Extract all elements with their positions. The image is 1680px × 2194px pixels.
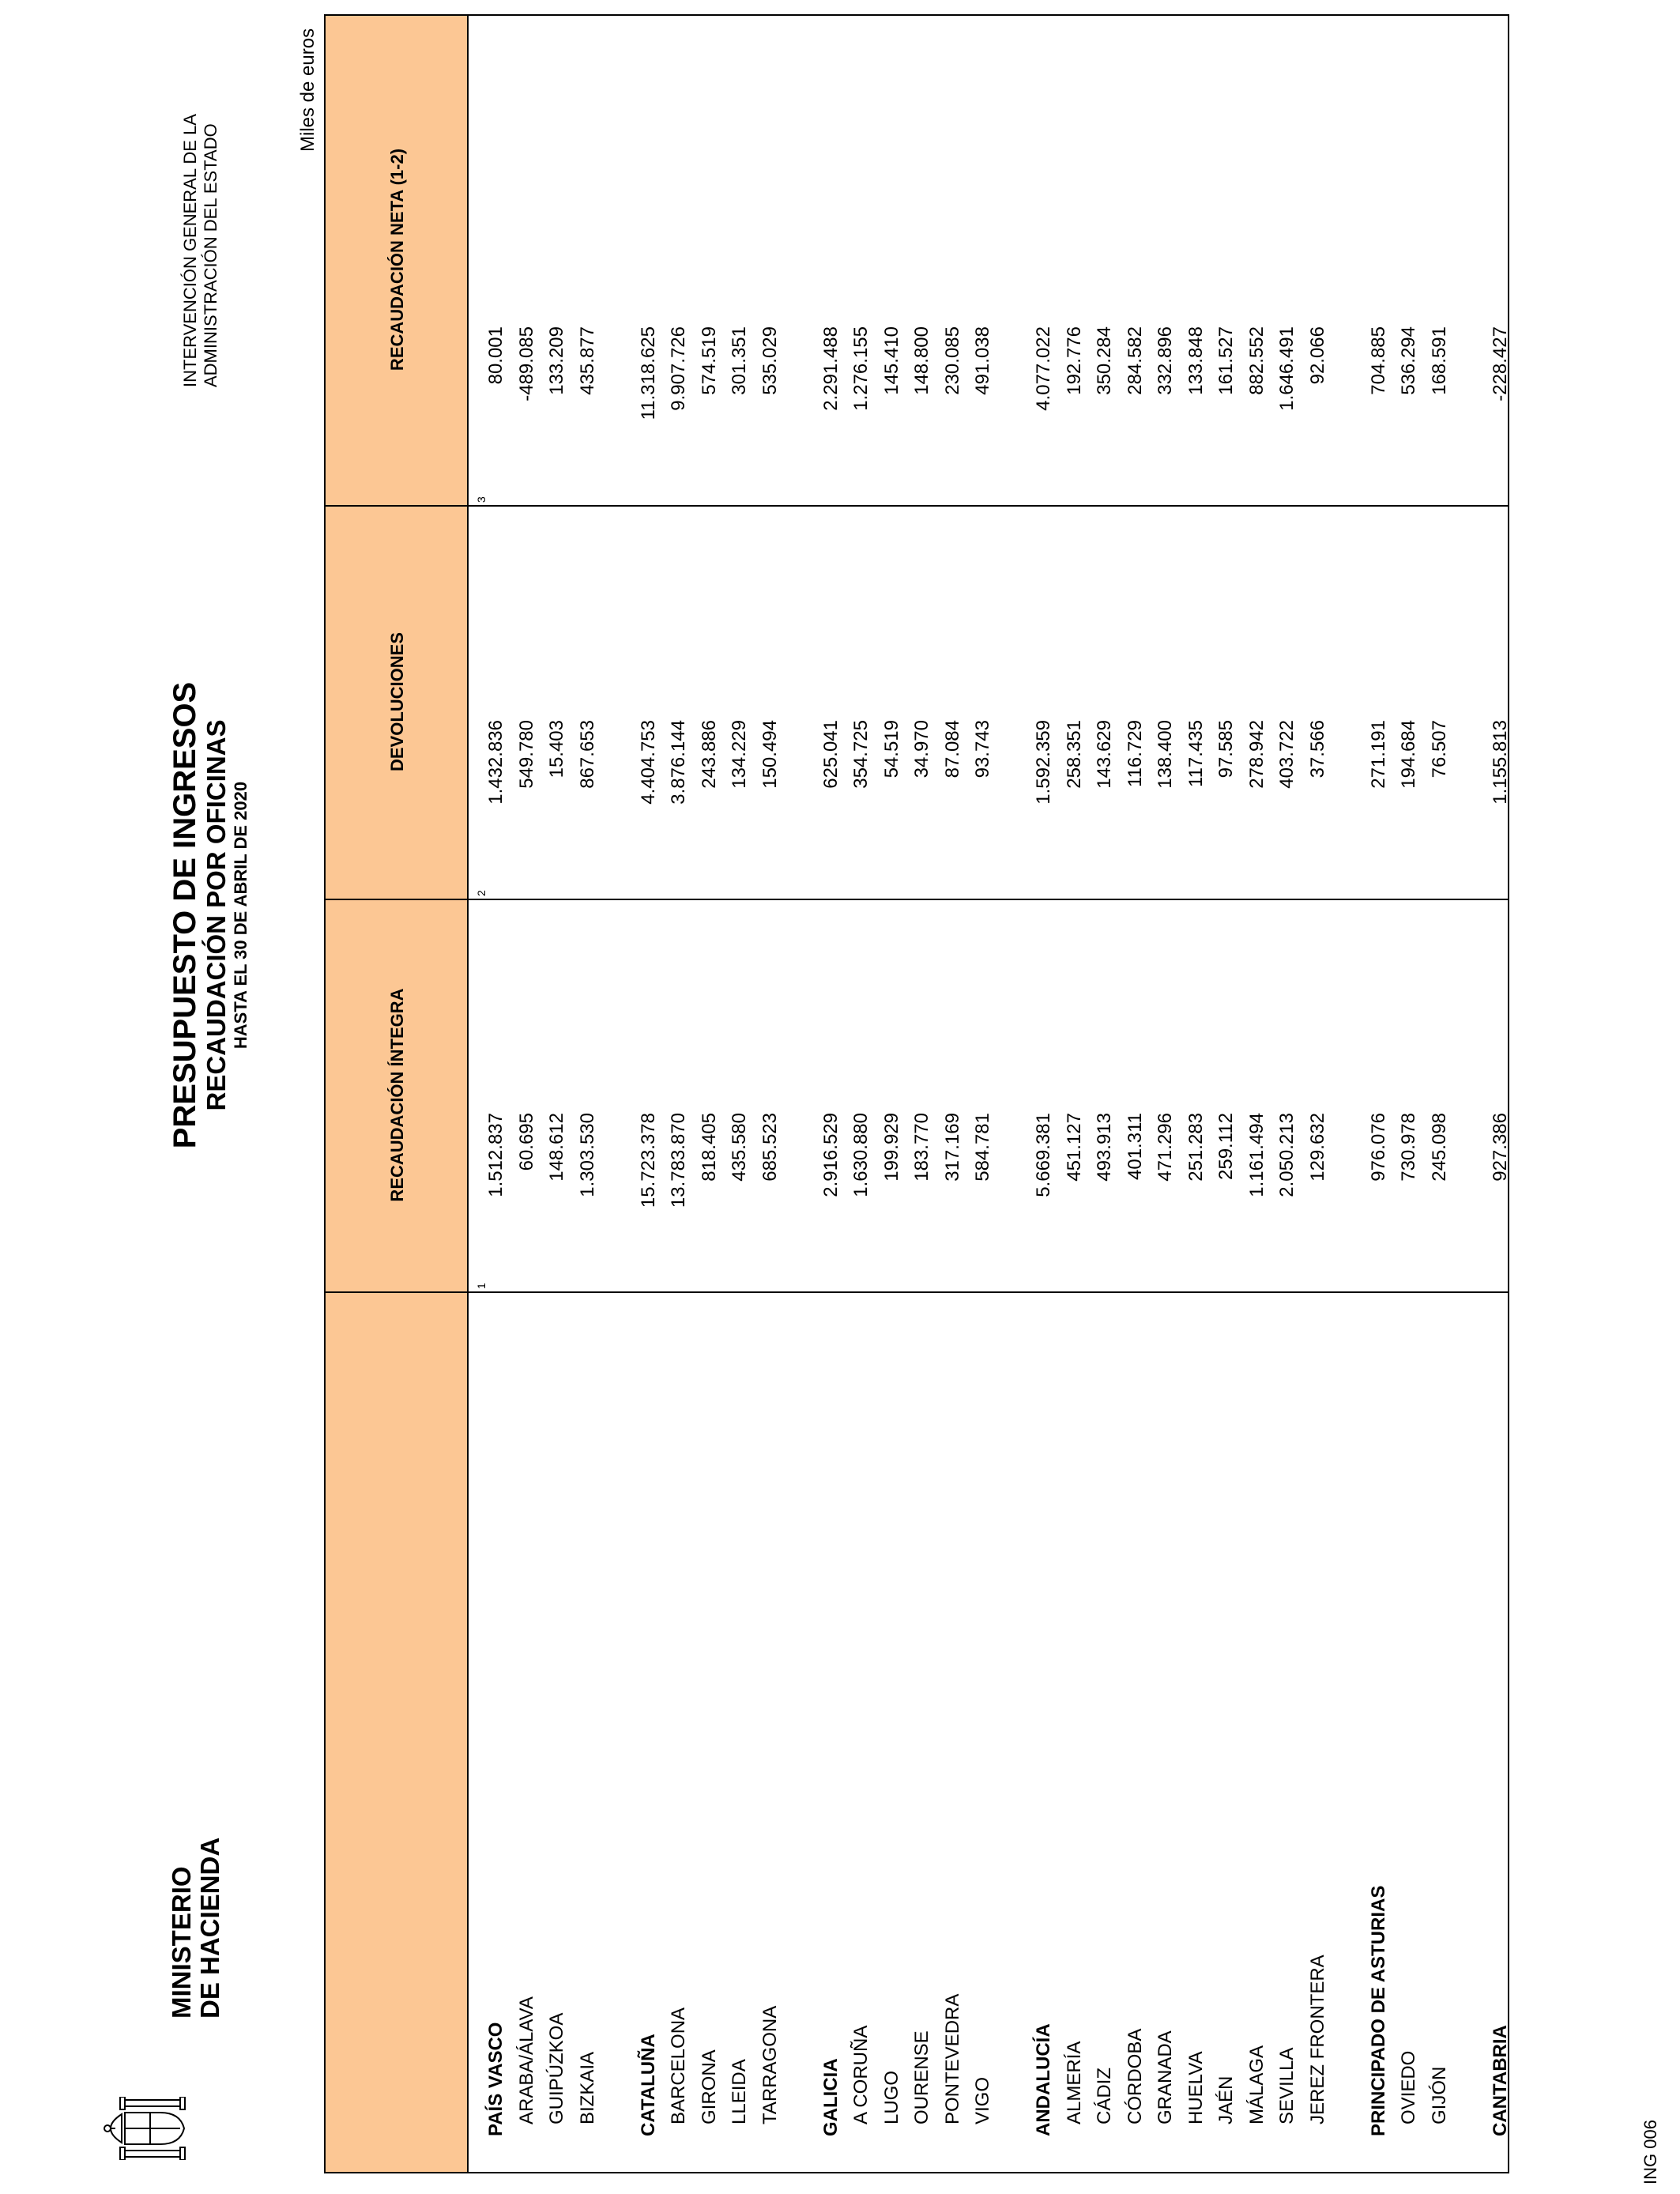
- table-row: [1486, 16, 1516, 2172]
- refunds-value: 1.432.836: [485, 720, 507, 805]
- net-value: 168.591: [1428, 326, 1450, 395]
- office-name: SEVILLA: [1276, 2047, 1298, 2124]
- refunds-value: 116.729: [1124, 720, 1146, 787]
- gross-value: 471.296: [1155, 1113, 1176, 1182]
- intervention-line-1: INTERVENCIÓN GENERAL DE LA: [180, 114, 200, 387]
- net-value: 1.276.155: [850, 326, 872, 411]
- office-name: CÓRDOBA: [1124, 2028, 1146, 2124]
- table-row: [1121, 16, 1151, 2172]
- intervention-label: [180, 114, 221, 387]
- net-value: 1.646.491: [1276, 326, 1298, 411]
- region-name: CATALUÑA: [637, 2034, 659, 2136]
- net-value: 230.085: [941, 326, 963, 395]
- units-label: Miles de euros: [297, 28, 318, 152]
- table-row: [573, 16, 604, 2172]
- refunds-value: 867.653: [576, 720, 598, 789]
- gross-value: 183.770: [911, 1113, 932, 1182]
- column-header-refunds: DEVOLUCIONES: [386, 631, 407, 772]
- refunds-value: 194.684: [1398, 720, 1419, 789]
- refunds-value: 37.566: [1306, 720, 1328, 778]
- office-name: LUGO: [880, 2070, 902, 2124]
- refunds-value: 354.725: [850, 720, 872, 789]
- region-name: CANTABRIA: [1489, 2025, 1511, 2136]
- report-subtitle: RECAUDACIÓN POR OFICINAS: [202, 719, 231, 1111]
- region-name: ANDALUCÍA: [1033, 2023, 1054, 2136]
- table-row: [755, 16, 786, 2172]
- refunds-value: 403.722: [1276, 720, 1298, 789]
- refunds-value: 3.876.144: [668, 720, 689, 805]
- net-value: 301.351: [729, 326, 750, 395]
- ministry-line-2: DE HACIENDA: [195, 1837, 224, 2019]
- office-name: BARCELONA: [668, 2007, 689, 2124]
- column-number: 3: [475, 496, 488, 503]
- gross-value: 927.386: [1489, 1113, 1511, 1182]
- office-name: GIJÓN: [1428, 2066, 1450, 2124]
- net-value: 9.907.726: [668, 326, 689, 411]
- net-value: 284.582: [1124, 326, 1146, 395]
- office-name: HUELVA: [1185, 2051, 1207, 2124]
- ministry-line-1: MINISTERIO: [167, 1866, 196, 2019]
- gross-value: 199.929: [880, 1113, 902, 1182]
- gross-value: 1.512.837: [485, 1113, 507, 1197]
- refunds-value: 271.191: [1367, 720, 1389, 789]
- office-name: PONTEVEDRA: [941, 1993, 963, 2124]
- row-spacer: [1455, 16, 1486, 2172]
- office-name: CÁDIZ: [1094, 2068, 1115, 2124]
- gross-value: 259.112: [1215, 1113, 1237, 1180]
- refunds-value: 34.970: [911, 720, 932, 778]
- refunds-value: 243.886: [698, 720, 720, 789]
- table-row: [1211, 16, 1242, 2172]
- table-row: [481, 16, 512, 2172]
- gross-value: 245.098: [1428, 1113, 1450, 1182]
- gross-value: 435.580: [729, 1113, 750, 1182]
- refunds-value: 117.435: [1185, 720, 1207, 787]
- gross-value: 15.723.378: [637, 1113, 659, 1208]
- report-heading: [168, 575, 251, 1255]
- row-spacer: [999, 16, 1030, 2172]
- net-value: -228.427: [1489, 326, 1511, 401]
- region-name: PAÍS VASCO: [485, 2022, 507, 2136]
- refunds-value: 4.404.753: [637, 720, 659, 805]
- net-value: 133.209: [546, 326, 567, 395]
- net-value: 535.029: [759, 326, 781, 395]
- gross-value: 1.161.494: [1245, 1113, 1268, 1197]
- refunds-value: 143.629: [1094, 720, 1115, 789]
- refunds-value: 258.351: [1063, 720, 1085, 789]
- table-row: [1029, 16, 1060, 2172]
- refunds-value: 625.041: [819, 720, 842, 789]
- gross-value: 1.630.880: [850, 1113, 872, 1197]
- office-name: GRANADA: [1155, 2030, 1176, 2124]
- region-name: PRINCIPADO DE ASTURIAS: [1367, 1885, 1389, 2136]
- ministry-name: [168, 1838, 224, 2019]
- net-value: 536.294: [1398, 326, 1419, 395]
- gross-value: 317.169: [941, 1113, 963, 1182]
- table-row: [1242, 16, 1273, 2172]
- office-name: OURENSE: [911, 2030, 932, 2124]
- table-body: [481, 16, 1516, 2172]
- refunds-value: 87.084: [941, 720, 963, 778]
- office-name: TARRAGONA: [759, 2005, 781, 2124]
- office-name: GUIPÚZKOA: [546, 2012, 567, 2124]
- table-row: [1181, 16, 1212, 2172]
- table-row: [1060, 16, 1090, 2172]
- net-value: 11.318.625: [637, 326, 659, 420]
- column-number: 1: [475, 1283, 488, 1289]
- table-row: [1425, 16, 1456, 2172]
- table-row: [816, 16, 847, 2172]
- office-name: MÁLAGA: [1245, 2045, 1268, 2124]
- refunds-value: 278.942: [1245, 720, 1268, 789]
- table-row: [695, 16, 725, 2172]
- net-value: -489.085: [515, 326, 537, 401]
- gross-value: 251.283: [1185, 1113, 1207, 1182]
- net-value: 4.077.022: [1033, 326, 1054, 411]
- table-row: [907, 16, 938, 2172]
- table-row: [512, 16, 543, 2172]
- net-value: 145.410: [880, 326, 902, 395]
- net-value: 2.291.488: [819, 326, 842, 411]
- row-spacer: [785, 16, 816, 2172]
- table-row: [1303, 16, 1334, 2172]
- report-date: HASTA EL 30 DE ABRIL DE 2020: [231, 781, 250, 1050]
- refunds-value: 549.780: [515, 720, 537, 789]
- refunds-value: 150.494: [759, 720, 781, 789]
- refunds-value: 138.400: [1155, 720, 1176, 789]
- net-value: 882.552: [1245, 326, 1268, 395]
- gross-value: 1.303.530: [576, 1113, 598, 1197]
- net-value: 350.284: [1094, 326, 1115, 395]
- intervention-line-2: ADMINISTRACIÓN DEL ESTADO: [201, 123, 220, 387]
- office-name: BIZKAIA: [576, 2051, 598, 2124]
- gross-value: 976.076: [1367, 1113, 1389, 1182]
- net-value: 435.877: [576, 326, 598, 395]
- office-name: OVIEDO: [1398, 2050, 1419, 2124]
- gross-value: 493.913: [1094, 1113, 1115, 1182]
- gross-value: 2.050.213: [1276, 1113, 1298, 1197]
- table-row: [1394, 16, 1425, 2172]
- coat-of-arms-icon: [101, 2097, 196, 2160]
- office-name: GIRONA: [698, 2049, 720, 2124]
- table-row: [1272, 16, 1303, 2172]
- gross-value: 818.405: [698, 1113, 720, 1182]
- office-name: VIGO: [972, 2076, 993, 2124]
- table-row: [634, 16, 665, 2172]
- gross-value: 129.632: [1306, 1113, 1328, 1182]
- refunds-value: 1.155.813: [1489, 720, 1511, 805]
- report-title: PRESUPUESTO DE INGRESOS: [168, 681, 202, 1149]
- refunds-value: 76.507: [1428, 720, 1450, 778]
- office-name: ARABA/ÁLAVA: [515, 1996, 537, 2124]
- gross-value: 451.127: [1063, 1113, 1085, 1182]
- refunds-value: 54.519: [880, 720, 902, 778]
- office-name: JAÉN: [1215, 2075, 1237, 2124]
- gross-value: 401.311: [1124, 1113, 1146, 1180]
- net-value: 148.800: [911, 326, 932, 395]
- table-row: [1090, 16, 1121, 2172]
- office-name: A CORUÑA: [850, 2025, 872, 2124]
- office-name: LLEIDA: [729, 2059, 750, 2124]
- column-header-gross: RECAUDACIÓN ÍNTEGRA: [386, 988, 407, 1202]
- gross-value: 2.916.529: [819, 1113, 842, 1197]
- row-spacer: [1333, 16, 1364, 2172]
- table-row: [877, 16, 908, 2172]
- net-value: 574.519: [698, 326, 720, 395]
- net-value: 80.001: [485, 326, 507, 385]
- table-header: [326, 16, 469, 2172]
- column-header-net: RECAUDACIÓN NETA (1-2): [386, 148, 407, 371]
- revenue-table: [324, 14, 1509, 2173]
- gross-value: 5.669.381: [1033, 1113, 1054, 1197]
- net-value: 92.066: [1306, 326, 1328, 385]
- table-row: [1364, 16, 1395, 2172]
- refunds-value: 134.229: [729, 720, 750, 789]
- net-value: 192.776: [1063, 326, 1085, 395]
- refunds-value: 93.743: [972, 720, 993, 778]
- table-row: [968, 16, 999, 2172]
- table-row: [664, 16, 695, 2172]
- region-name: GALICIA: [819, 2058, 842, 2136]
- table-row: [725, 16, 755, 2172]
- net-value: 161.527: [1215, 326, 1237, 395]
- gross-value: 13.783.870: [668, 1113, 689, 1208]
- gross-value: 60.695: [515, 1113, 537, 1171]
- refunds-value: 1.592.359: [1033, 720, 1054, 805]
- net-value: 491.038: [972, 326, 993, 395]
- gross-value: 685.523: [759, 1113, 781, 1182]
- table-row: [938, 16, 969, 2172]
- refunds-value: 15.403: [546, 720, 567, 778]
- net-value: 704.885: [1367, 326, 1389, 395]
- net-value: 133.848: [1185, 326, 1207, 395]
- table-row: [542, 16, 573, 2172]
- table-row: [846, 16, 877, 2172]
- gross-value: 730.978: [1398, 1113, 1419, 1182]
- row-spacer: [603, 16, 634, 2172]
- net-value: 332.896: [1155, 326, 1176, 395]
- table-row: [1151, 16, 1181, 2172]
- column-number: 2: [475, 890, 488, 896]
- refunds-value: 97.585: [1215, 720, 1237, 778]
- office-name: ALMERÍA: [1063, 2041, 1085, 2124]
- form-code: ING 006: [1640, 2120, 1660, 2185]
- office-name: JEREZ FRONTERA: [1306, 1955, 1328, 2124]
- gross-value: 148.612: [546, 1113, 567, 1182]
- gross-value: 584.781: [972, 1113, 993, 1182]
